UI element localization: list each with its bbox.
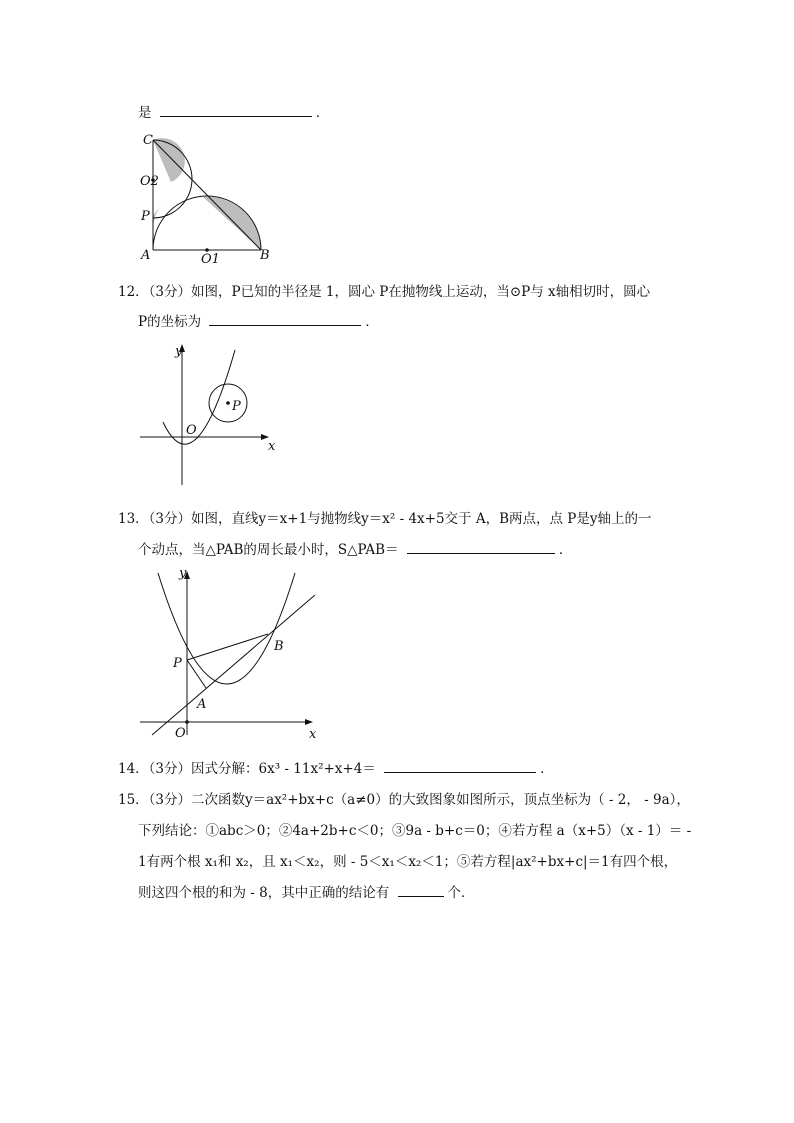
q11-label-a: A (141, 248, 151, 263)
q13-answer-blank[interactable] (407, 541, 555, 554)
q12-line-2-pre: P的坐标为 (138, 314, 202, 330)
q12-answer-blank[interactable] (209, 313, 361, 326)
q15-line-4 (138, 884, 475, 902)
q13-line-2 (138, 541, 572, 559)
q11-label-p: P (141, 209, 150, 224)
q11-answer-blank[interactable] (160, 104, 312, 117)
q13-point-o (185, 720, 189, 724)
q15-line-4-post: 个． (447, 885, 475, 901)
q13-figure (135, 565, 325, 745)
q13-line-1: 13．（3分）如图，直线y＝x+1与抛物线y＝x² - 4x+5交于 A，B两点，点 P是y轴上的一 (118, 511, 652, 527)
q11-tail-period: ． (315, 105, 330, 121)
q13-label-o: O (175, 726, 186, 741)
q14-answer-blank[interactable] (384, 760, 536, 773)
q11-shade-right (203, 197, 261, 250)
q12-line-2-post: ． (365, 314, 379, 330)
q13-label-x: x (309, 727, 317, 742)
q15-line-3: 1有两个根 x₁和 x₂，且 x₁＜x₂，则 - 5＜x₁＜x₂＜1；⑤若方程|ax²+bx+c|＝1有四个根， (138, 854, 678, 870)
q15-answer-blank[interactable] (398, 884, 444, 897)
q12-parabola (163, 350, 235, 444)
q14-line-pre: 14．（3分）因式分解：6x³ - 11x²+x+4＝ (118, 761, 376, 777)
q12-label-o: O (186, 423, 197, 438)
q13-label-y: y (179, 566, 187, 581)
q13-line-2-post: ． (558, 542, 573, 558)
q11-shade-left (153, 200, 164, 228)
q12-label-p: P (232, 399, 241, 414)
q12-figure (135, 340, 285, 490)
q11-label-o1: O1 (201, 252, 220, 267)
q13-segment-pa (187, 660, 206, 688)
q13-label-b: B (274, 639, 284, 654)
q11-label-o2: O2 (140, 174, 159, 189)
q12-line-1: 12．（3分）如图，P已知的半径是 1，圆心 P在抛物线上运动，当⊙P与 x轴相切时，圆心 (118, 284, 651, 300)
q11-tail-line (138, 104, 329, 122)
q11-figure (135, 128, 285, 268)
q13-x-arrow (305, 719, 313, 725)
q13-line-2-pre: 个动点，当△PAB的周长最小时，S△PAB＝ (138, 542, 399, 558)
q11-tail-text: 是 (138, 105, 152, 121)
q15-line-2: 下列结论：①abc＞0；②4a+2b+c＜0；③9a - b+c＝0；④若方程 a（x+5）（x - 1）＝ - (138, 823, 692, 839)
q12-label-y: y (175, 344, 183, 359)
q11-side-bc (153, 140, 261, 250)
q12-label-x: x (268, 439, 276, 454)
q12-line-2 (138, 313, 379, 331)
q15-line-1: 15．（3分）二次函数y＝ax²+bx+c（a≠0）的大致图象如图所示，顶点坐标为（ - 2， - 9a）， (118, 792, 690, 808)
q13-label-a: A (197, 697, 207, 712)
q11-label-c: C (143, 133, 153, 148)
q14-line-post: ． (540, 761, 554, 777)
q11-label-b: B (260, 248, 270, 263)
q15-line-4-pre: 则这四个根的和为 - 8，其中正确的结论有 (138, 885, 390, 901)
q14-line (118, 760, 554, 778)
q12-point-p (226, 401, 230, 405)
q13-segment-pb (187, 634, 268, 660)
q13-label-p: P (173, 656, 182, 671)
